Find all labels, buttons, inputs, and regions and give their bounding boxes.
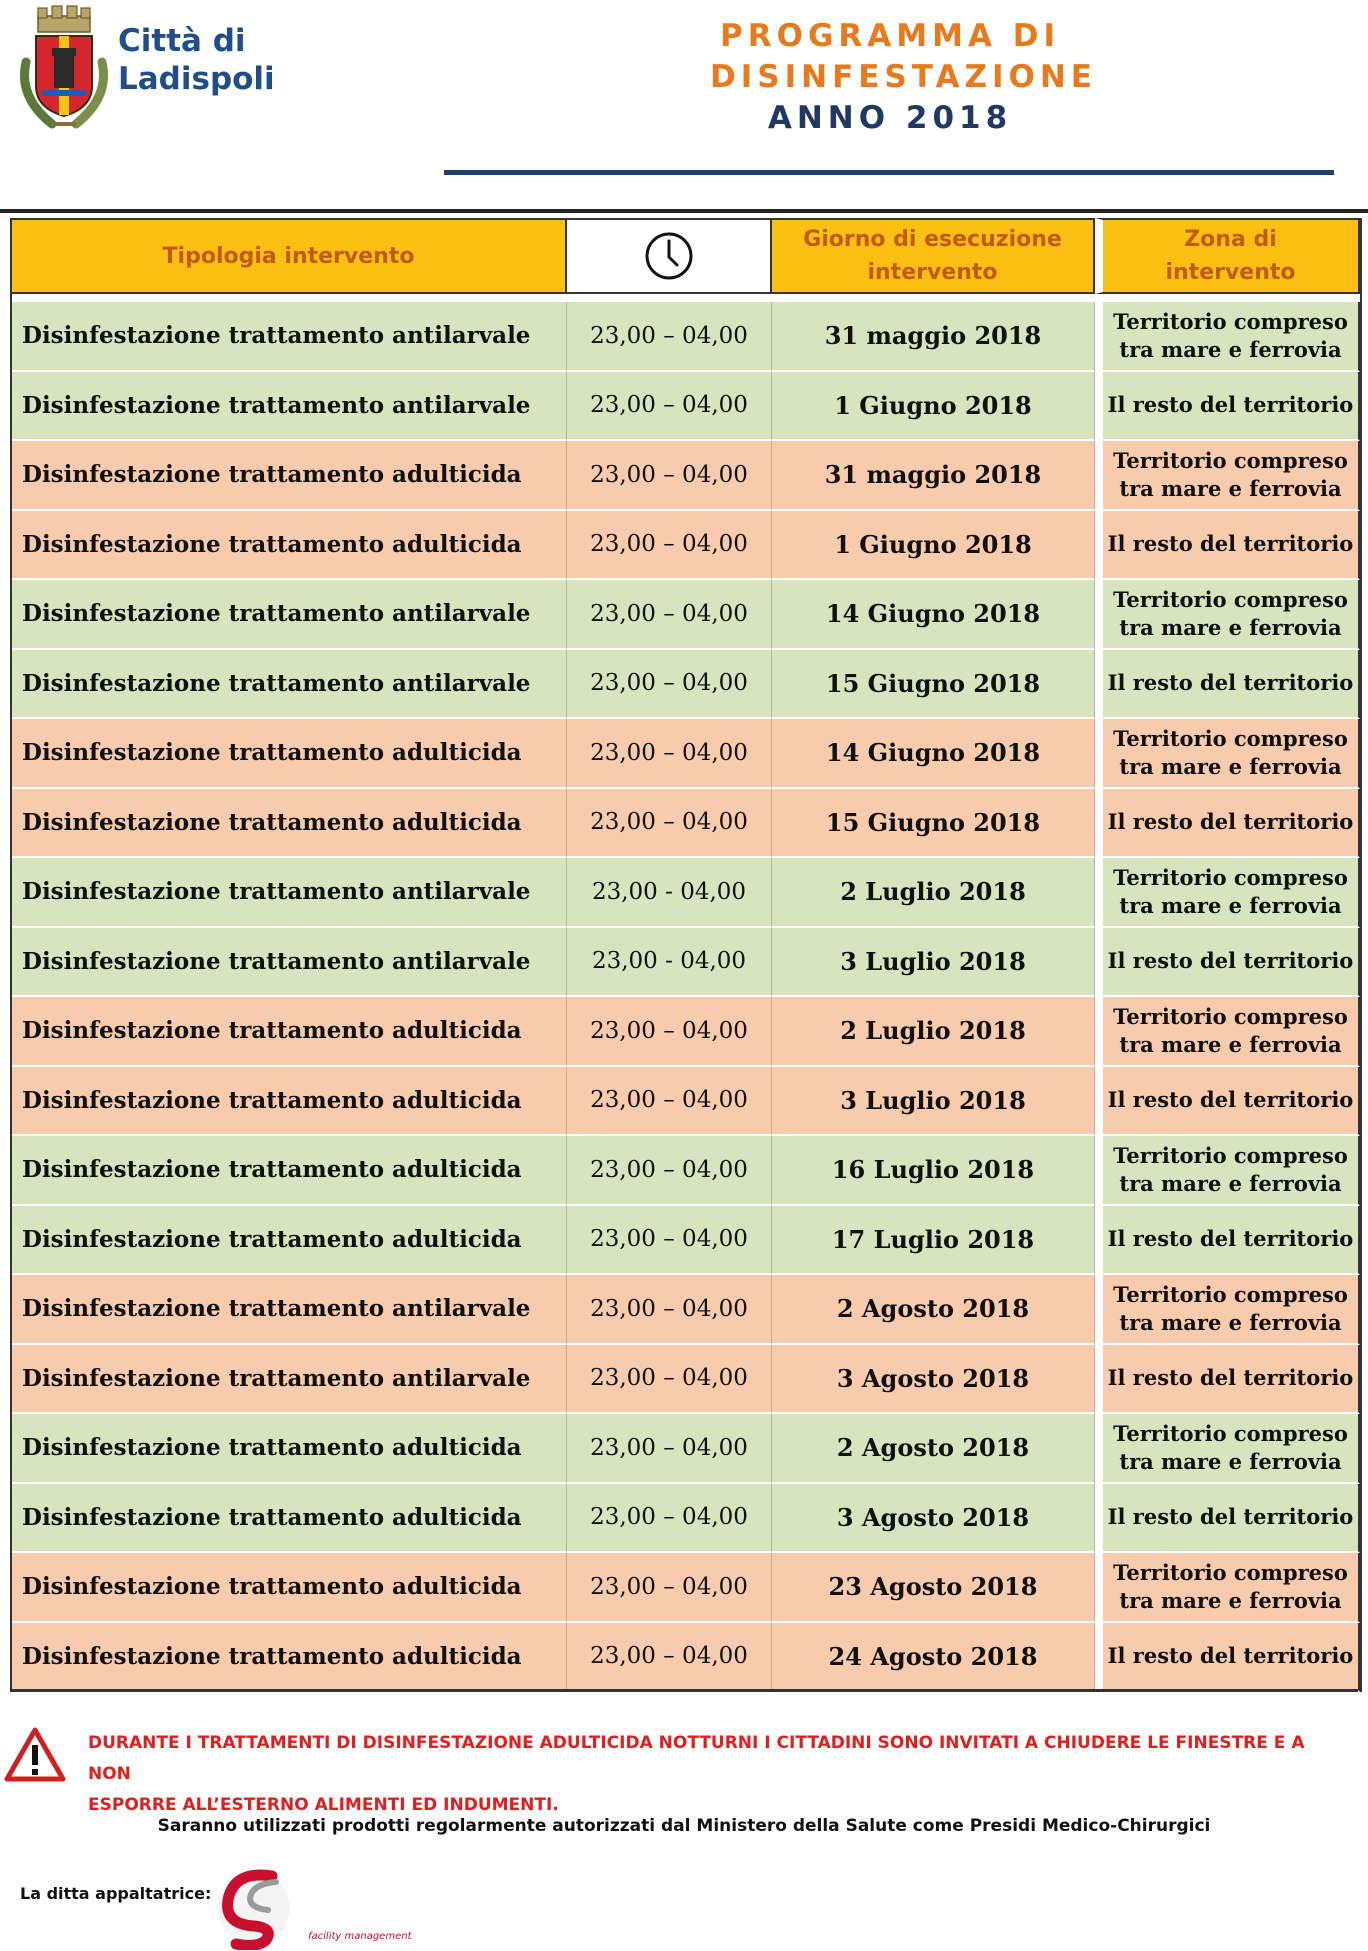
header-date-line1: Giorno di esecuzione (803, 227, 1062, 252)
row-zone-line1: Territorio compreso (1113, 1420, 1348, 1446)
row-date: 15 Giugno 2018 (772, 650, 1095, 720)
table-row (12, 1275, 1360, 1345)
row-zone-line2: tra mare e ferrovia (1119, 336, 1342, 362)
row-zone (1095, 1275, 1360, 1345)
row-zone-line1: Territorio compreso (1113, 1281, 1348, 1307)
row-zone-line2: tra mare e ferrovia (1119, 1309, 1342, 1335)
row-zone-line2: tra mare e ferrovia (1119, 1448, 1342, 1474)
row-type: Disinfestazione trattamento antilarvale (12, 1275, 567, 1345)
row-zone (1095, 1067, 1360, 1137)
warning-line1: DURANTE I TRATTAMENTI DI DISINFESTAZIONE ADULTICIDA NOTTURNI I CITTADINI SONO INVITATI A CHIUDERE LE FINESTRE E A NON (88, 1733, 1305, 1784)
row-zone-line1: Territorio compreso (1113, 864, 1348, 890)
table-row (12, 997, 1360, 1067)
row-time: 23,00 – 04,00 (567, 1623, 772, 1693)
row-date: 14 Giugno 2018 (772, 719, 1095, 789)
row-zone-line1: Il resto del territorio (1107, 1087, 1354, 1113)
row-time: 23,00 – 04,00 (567, 302, 772, 372)
row-zone (1095, 1623, 1360, 1693)
page-header (0, 0, 1368, 200)
row-type: Disinfestazione trattamento adulticida (12, 511, 567, 581)
row-zone (1095, 441, 1360, 511)
row-zone (1095, 997, 1360, 1067)
row-time: 23,00 – 04,00 (567, 441, 772, 511)
row-zone-line1: Territorio compreso (1113, 1142, 1348, 1168)
warning-line2: ESPORRE ALL’ESTERNO ALIMENTI ED INDUMENTI. (88, 1795, 559, 1815)
header-divider (444, 170, 1334, 175)
row-time: 23,00 – 04,00 (567, 580, 772, 650)
row-time: 23,00 – 04,00 (567, 789, 772, 859)
row-type: Disinfestazione trattamento adulticida (12, 441, 567, 511)
row-date: 17 Luglio 2018 (772, 1206, 1095, 1276)
row-type: Disinfestazione trattamento antilarvale (12, 858, 567, 928)
row-date: 3 Agosto 2018 (772, 1484, 1095, 1554)
row-zone (1095, 1553, 1360, 1623)
title-year: ANNO 2018 (767, 100, 1013, 136)
header-date-line2: intervento (867, 260, 998, 285)
table-row (12, 372, 1360, 442)
table-row (12, 1414, 1360, 1484)
table-row (12, 719, 1360, 789)
row-zone-line1: Il resto del territorio (1107, 1365, 1354, 1391)
row-zone (1095, 1136, 1360, 1206)
row-zone (1095, 580, 1360, 650)
row-zone-line2: tra mare e ferrovia (1119, 892, 1342, 918)
row-zone-line1: Il resto del territorio (1107, 1504, 1354, 1530)
row-time: 23,00 – 04,00 (567, 1136, 772, 1206)
row-date: 3 Agosto 2018 (772, 1345, 1095, 1415)
table-row (12, 1553, 1360, 1623)
row-type: Disinfestazione trattamento antilarvale (12, 928, 567, 998)
header-zone-line1: Zona di (1184, 227, 1277, 252)
title-line1: PROGRAMMA DI (720, 18, 1060, 54)
warning-message (88, 1728, 1348, 1821)
row-zone-line1: Il resto del territorio (1107, 670, 1354, 696)
schedule-table (10, 218, 1362, 1692)
row-type: Disinfestazione trattamento adulticida (12, 1206, 567, 1276)
table-row (12, 302, 1360, 372)
row-type: Disinfestazione trattamento adulticida (12, 1553, 567, 1623)
row-zone (1095, 650, 1360, 720)
row-zone (1095, 1484, 1360, 1554)
row-zone (1095, 302, 1360, 372)
row-zone-line2: tra mare e ferrovia (1119, 614, 1342, 640)
schedule-body (12, 302, 1360, 1692)
city-coat-of-arms-icon (12, 2, 116, 132)
row-date: 3 Luglio 2018 (772, 928, 1095, 998)
city-name (118, 22, 318, 98)
table-row (12, 441, 1360, 511)
row-zone-line1: Territorio compreso (1113, 1003, 1348, 1029)
row-time: 23,00 – 04,00 (567, 1067, 772, 1137)
row-time: 23,00 – 04,00 (567, 1484, 772, 1554)
table-row (12, 650, 1360, 720)
row-time: 23,00 – 04,00 (567, 1275, 772, 1345)
warning-icon (4, 1727, 66, 1783)
table-row (12, 789, 1360, 859)
row-date: 15 Giugno 2018 (772, 789, 1095, 859)
row-time: 23,00 – 04,00 (567, 1414, 772, 1484)
document-title (710, 16, 1097, 139)
table-row (12, 1345, 1360, 1415)
row-time: 23,00 – 04,00 (567, 719, 772, 789)
row-zone-line2: tra mare e ferrovia (1119, 475, 1342, 501)
row-zone-line1: Il resto del territorio (1107, 1643, 1354, 1669)
table-row (12, 580, 1360, 650)
table-row (12, 511, 1360, 581)
row-date: 16 Luglio 2018 (772, 1136, 1095, 1206)
row-zone (1095, 789, 1360, 859)
row-zone (1095, 511, 1360, 581)
row-type: Disinfestazione trattamento adulticida (12, 719, 567, 789)
row-type: Disinfestazione trattamento adulticida (12, 1484, 567, 1554)
header-spacer (12, 294, 1360, 302)
row-type: Disinfestazione trattamento antilarvale (12, 650, 567, 720)
row-time: 23,00 - 04,00 (567, 858, 772, 928)
row-date: 1 Giugno 2018 (772, 511, 1095, 581)
row-type: Disinfestazione trattamento adulticida (12, 1067, 567, 1137)
header-time (567, 218, 772, 294)
row-type: Disinfestazione trattamento antilarvale (12, 1345, 567, 1415)
row-date: 23 Agosto 2018 (772, 1553, 1095, 1623)
row-zone-line1: Il resto del territorio (1107, 1226, 1354, 1252)
row-date: 2 Luglio 2018 (772, 858, 1095, 928)
row-zone-line1: Il resto del territorio (1107, 809, 1354, 835)
row-zone-line1: Il resto del territorio (1107, 392, 1354, 418)
table-row (12, 1484, 1360, 1554)
table-row (12, 858, 1360, 928)
row-time: 23,00 – 04,00 (567, 1553, 772, 1623)
row-date: 24 Agosto 2018 (772, 1623, 1095, 1693)
header-zone (1095, 218, 1360, 294)
row-time: 23,00 - 04,00 (567, 928, 772, 998)
row-zone-line1: Territorio compreso (1113, 308, 1348, 334)
row-type: Disinfestazione trattamento adulticida (12, 997, 567, 1067)
row-date: 14 Giugno 2018 (772, 580, 1095, 650)
row-zone (1095, 1414, 1360, 1484)
row-zone (1095, 719, 1360, 789)
row-zone-line2: tra mare e ferrovia (1119, 1031, 1342, 1057)
table-top-border (0, 209, 1368, 213)
row-zone-line1: Territorio compreso (1113, 586, 1348, 612)
table-header-row (12, 218, 1360, 294)
row-time: 23,00 – 04,00 (567, 372, 772, 442)
row-zone (1095, 928, 1360, 998)
row-zone-line2: tra mare e ferrovia (1119, 1587, 1342, 1613)
row-time: 23,00 – 04,00 (567, 1206, 772, 1276)
header-date (772, 218, 1095, 294)
row-zone (1095, 1206, 1360, 1276)
row-zone (1095, 372, 1360, 442)
title-line2: DISINFESTAZIONE (710, 59, 1097, 95)
row-date: 31 maggio 2018 (772, 441, 1095, 511)
table-bottom-border (10, 1689, 1358, 1692)
city-name-line1: Città di (118, 23, 246, 59)
row-zone-line2: tra mare e ferrovia (1119, 1170, 1342, 1196)
products-note: Saranno utilizzati prodotti regolarmente autorizzati dal Ministero della Salute come Presidi Medico-Chirurgici (157, 1816, 1211, 1836)
row-date: 3 Luglio 2018 (772, 1067, 1095, 1137)
row-type: Disinfestazione trattamento antilarvale (12, 580, 567, 650)
row-zone (1095, 1345, 1360, 1415)
table-row (12, 1623, 1360, 1693)
row-type: Disinfestazione trattamento adulticida (12, 1623, 567, 1693)
row-time: 23,00 – 04,00 (567, 511, 772, 581)
row-time: 23,00 – 04,00 (567, 1345, 772, 1415)
header-zone-line2: intervento (1165, 260, 1296, 285)
company-logo-icon (214, 1862, 304, 1950)
clock-icon (643, 230, 695, 282)
city-name-line2: Ladispoli (118, 61, 275, 97)
header-type: Tipologia intervento (12, 218, 567, 294)
table-row (12, 1206, 1360, 1276)
table-row (12, 1136, 1360, 1206)
row-time: 23,00 – 04,00 (567, 997, 772, 1067)
row-date: 2 Luglio 2018 (772, 997, 1095, 1067)
row-date: 2 Agosto 2018 (772, 1414, 1095, 1484)
table-row (12, 928, 1360, 998)
table-row (12, 1067, 1360, 1137)
row-zone-line1: Territorio compreso (1113, 725, 1348, 751)
row-date: 2 Agosto 2018 (772, 1275, 1095, 1345)
row-time: 23,00 – 04,00 (567, 650, 772, 720)
row-zone-line1: Il resto del territorio (1107, 948, 1354, 974)
row-zone-line2: tra mare e ferrovia (1119, 753, 1342, 779)
row-date: 31 maggio 2018 (772, 302, 1095, 372)
row-zone-line1: Il resto del territorio (1107, 531, 1354, 557)
contractor-label: La ditta appaltatrice: (20, 1884, 212, 1903)
row-zone (1095, 858, 1360, 928)
row-type: Disinfestazione trattamento adulticida (12, 1136, 567, 1206)
row-date: 1 Giugno 2018 (772, 372, 1095, 442)
company-tagline: facility management (308, 1931, 412, 1942)
row-type: Disinfestazione trattamento antilarvale (12, 372, 567, 442)
row-type: Disinfestazione trattamento adulticida (12, 789, 567, 859)
row-type: Disinfestazione trattamento adulticida (12, 1414, 567, 1484)
row-type: Disinfestazione trattamento antilarvale (12, 302, 567, 372)
row-zone-line1: Territorio compreso (1113, 447, 1348, 473)
row-zone-line1: Territorio compreso (1113, 1559, 1348, 1585)
